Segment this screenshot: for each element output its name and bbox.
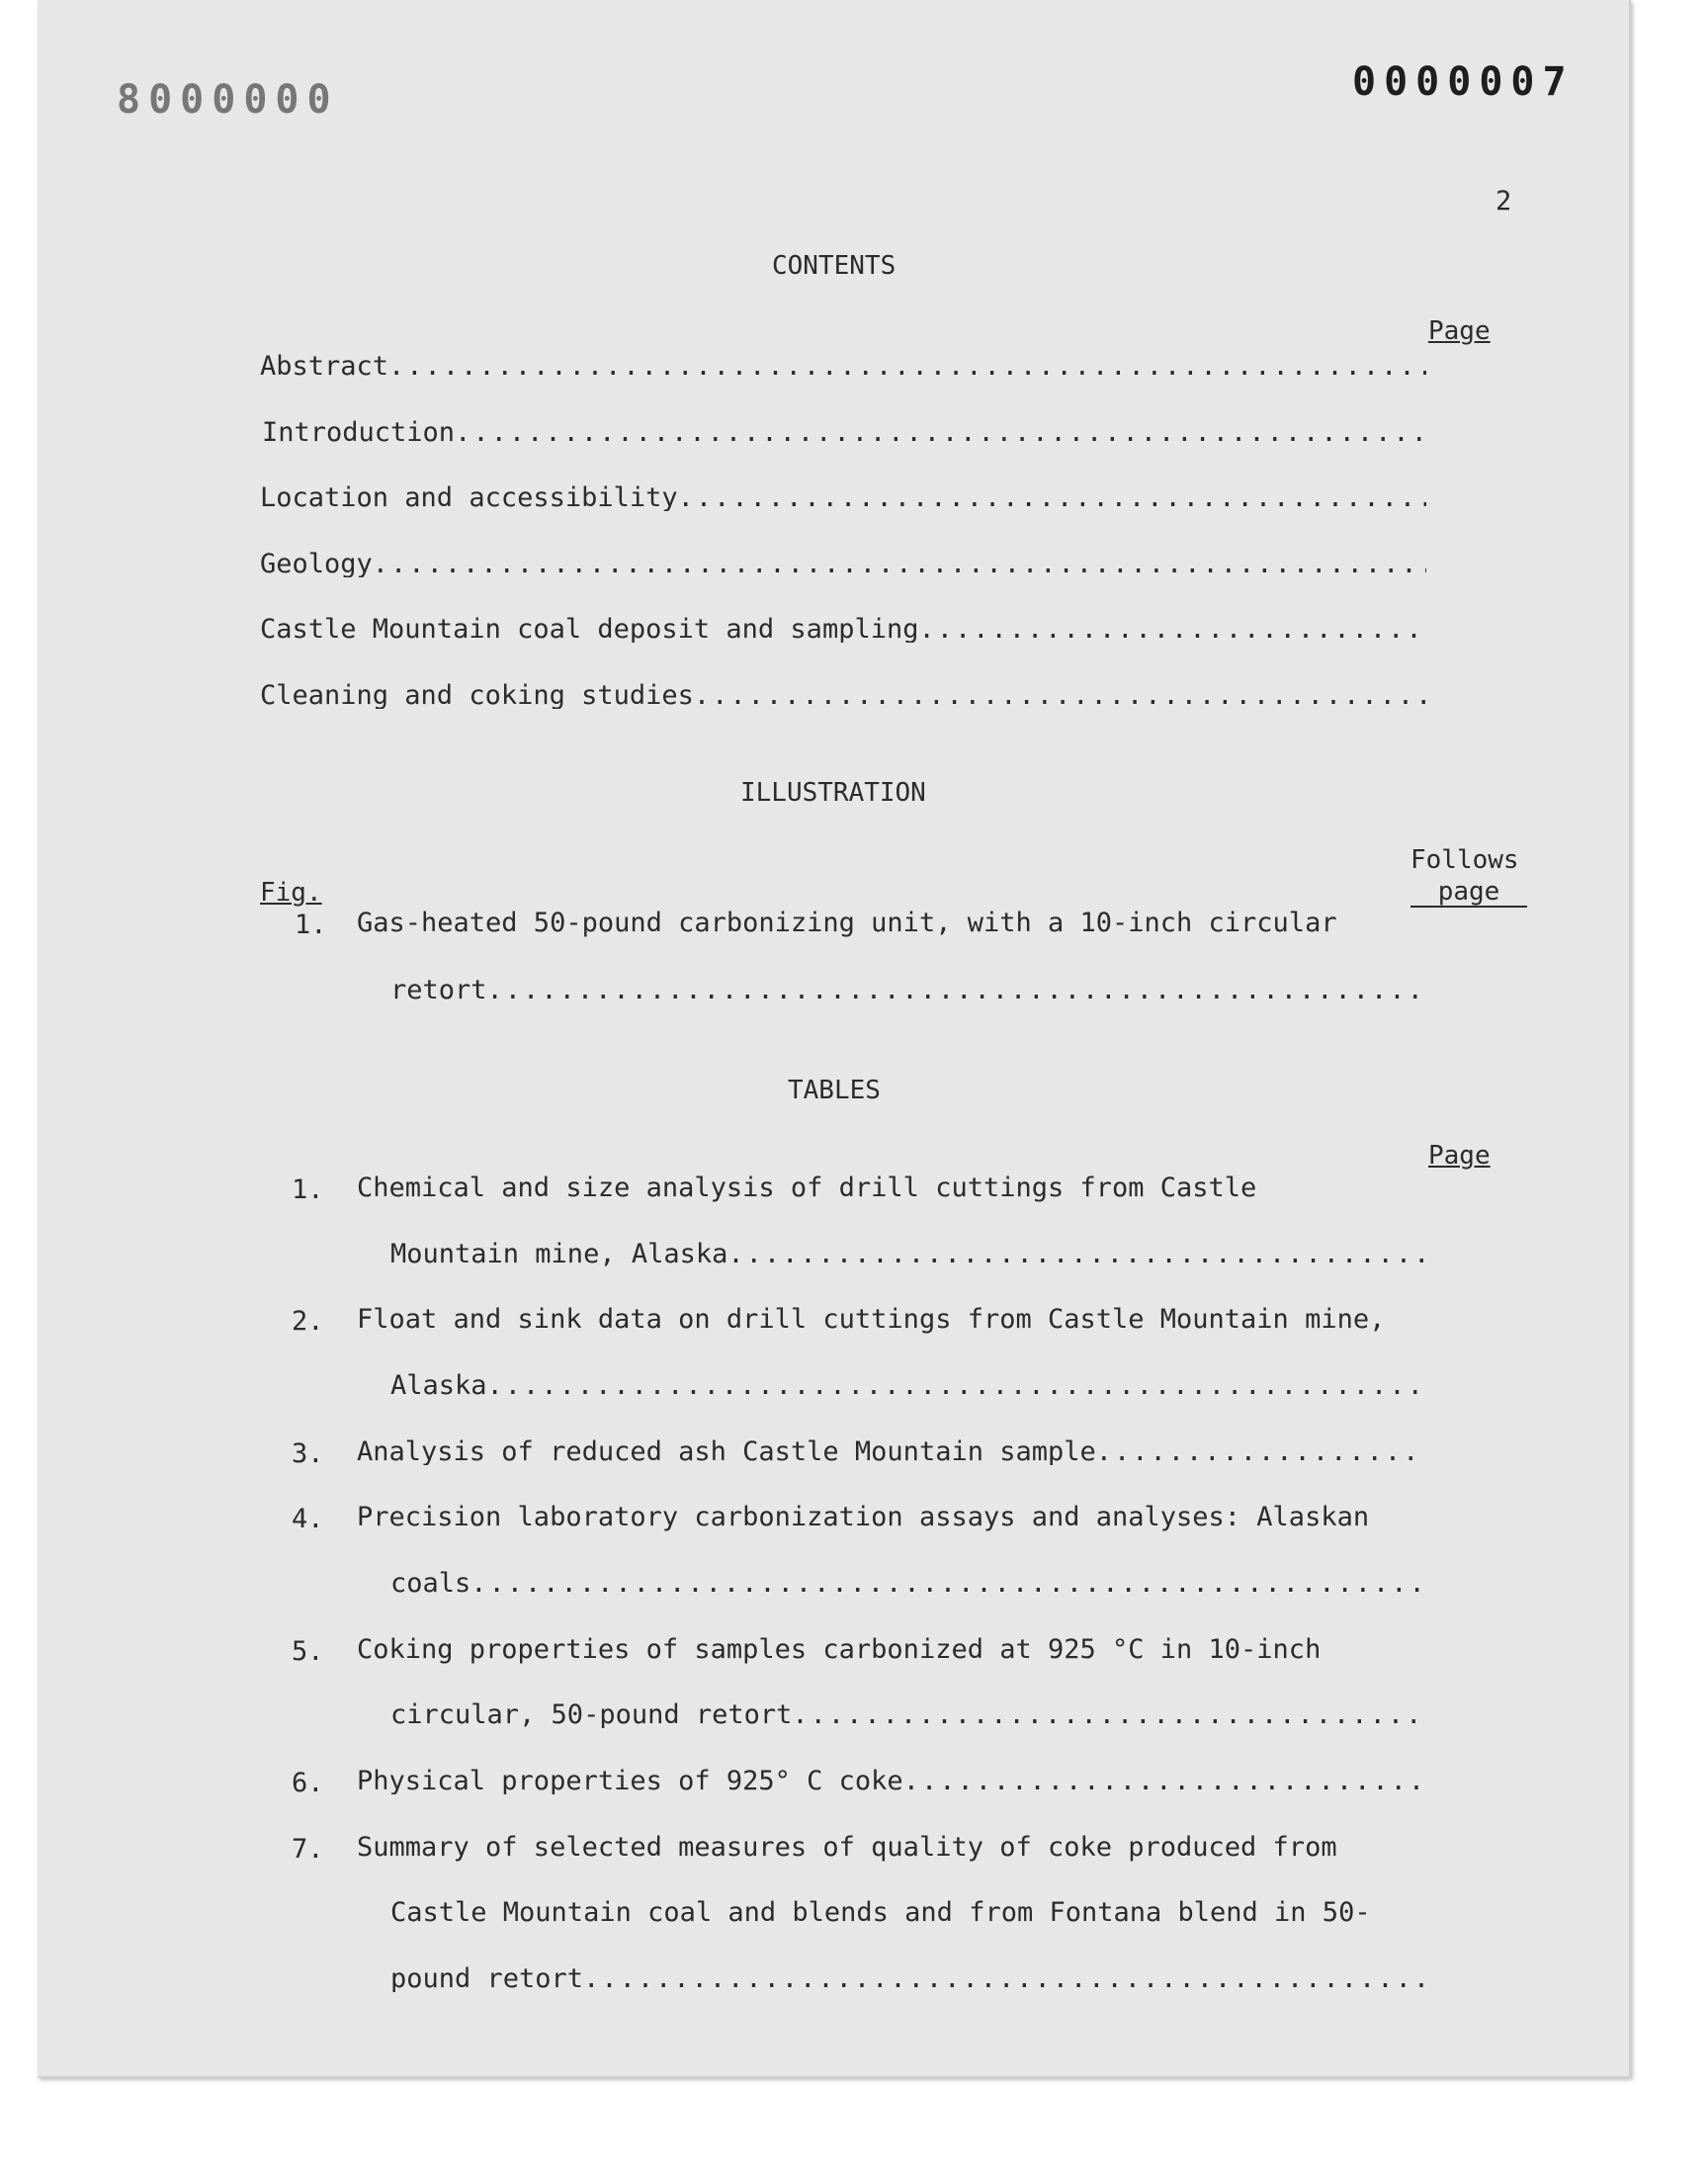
tables-page-label: Page xyxy=(1428,1141,1491,1171)
table-title-leader xyxy=(390,1372,1426,1399)
table-title-text: circular, 50-pound retort xyxy=(390,1701,793,1728)
toc-entry xyxy=(260,484,1426,511)
table-title-line: Summary of selected measures of quality of coke produced from xyxy=(357,1832,1337,1863)
toc-entry-text: Abstract xyxy=(260,353,389,380)
fig-title-line: Gas-heated 50-pound carbonizing unit, with a 10-inch circular xyxy=(357,908,1337,938)
stamp-right: 0000007 xyxy=(1352,59,1575,105)
table-title-leader xyxy=(390,1701,1426,1728)
table-number: 6. xyxy=(292,1768,324,1798)
table-number: 3. xyxy=(292,1438,324,1469)
toc-entry xyxy=(260,616,1426,643)
follows-label: Follows xyxy=(1410,845,1519,875)
fig-title-text: retort xyxy=(390,977,487,1003)
toc-entry-text: Location and accessibility xyxy=(260,484,678,511)
table-title-line: Coking properties of samples carbonized at 925 °C in 10-inch xyxy=(357,1634,1322,1665)
toc-entry xyxy=(260,551,1426,577)
fig-label: Fig. xyxy=(260,878,322,908)
table-title-line: Castle Mountain coal and blends and from Fontana blend in 50- xyxy=(390,1897,1371,1928)
table-title-leader xyxy=(357,1768,1426,1794)
tables-heading: TABLES xyxy=(788,1076,881,1105)
table-number: 1. xyxy=(292,1174,324,1205)
table-title-line: Float and sink data on drill cuttings from Castle Mountain mine, xyxy=(357,1304,1386,1335)
contents-page-label: Page xyxy=(1428,316,1491,346)
toc-entry xyxy=(260,353,1426,380)
table-title-leader xyxy=(357,1438,1426,1465)
table-title-text: pound retort xyxy=(390,1965,584,1992)
follows-page-text: page xyxy=(1437,877,1500,907)
stamp-left: 8000000 xyxy=(117,77,339,123)
table-title-text: Analysis of reduced ash Castle Mountain sample xyxy=(357,1438,1096,1465)
table-title-leader xyxy=(390,1241,1426,1267)
table-title-line: Precision laboratory carbonization assays and analyses: Alaskan xyxy=(357,1502,1370,1532)
table-number: 2. xyxy=(292,1306,324,1337)
toc-entry xyxy=(262,419,1426,446)
table-number: 4. xyxy=(292,1504,324,1534)
toc-entry-text: Introduction xyxy=(262,419,456,446)
page-number: 2 xyxy=(1495,186,1512,217)
toc-entry-text: Castle Mountain coal deposit and sampling xyxy=(260,616,919,643)
table-title-leader xyxy=(390,1965,1426,1992)
toc-entry-text: Cleaning and coking studies xyxy=(260,682,694,709)
document-page xyxy=(38,0,1631,2078)
contents-heading: CONTENTS xyxy=(772,251,897,281)
table-title-text: Mountain mine, Alaska xyxy=(390,1241,728,1267)
toc-entry-text: Geology xyxy=(260,551,373,577)
toc-entry xyxy=(260,682,1426,709)
table-number: 7. xyxy=(292,1834,324,1865)
table-title-text: coals xyxy=(390,1570,471,1597)
table-title-leader xyxy=(390,1570,1426,1597)
table-title-text: Alaska xyxy=(390,1372,487,1399)
fig-number: 1. xyxy=(295,910,327,940)
table-number: 5. xyxy=(292,1636,324,1667)
table-title-line: Chemical and size analysis of drill cuttings from Castle xyxy=(357,1173,1257,1203)
table-title-text: Physical properties of 925° C coke xyxy=(357,1768,903,1794)
illustration-heading: ILLUSTRATION xyxy=(740,778,926,808)
follows-page-label xyxy=(1410,878,1527,908)
fig-title-leader xyxy=(390,977,1426,1003)
